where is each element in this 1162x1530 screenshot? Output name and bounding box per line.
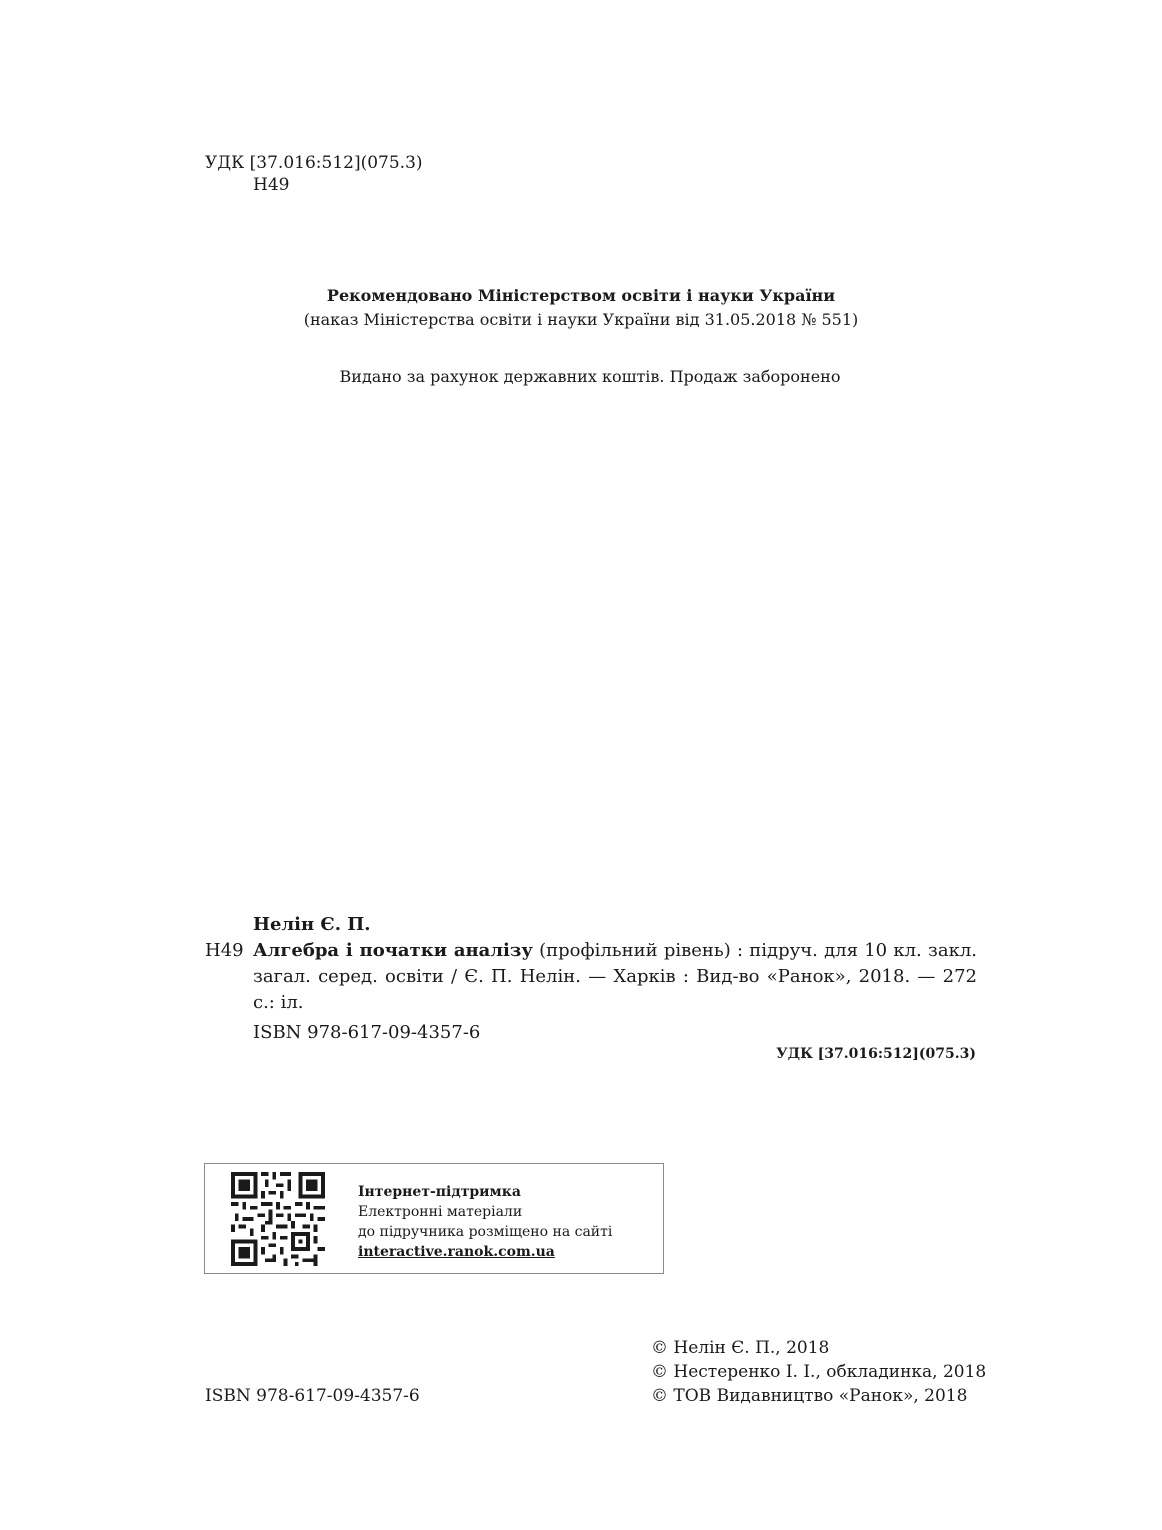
funding-note: Видано за рахунок державних коштів. Продаж заборонено (339, 367, 841, 386)
support-heading: Інтернет-підтримка (358, 1184, 521, 1200)
bib-title: Алгебра і початки аналізу (253, 940, 533, 961)
bib-author: Нелін Є. П. (253, 914, 371, 935)
support-text (358, 1182, 612, 1262)
bibliographic-record (205, 912, 977, 1046)
support-link[interactable]: interactive.ranok.com.ua (358, 1244, 555, 1260)
bib-details: (профільний рівень) : підруч. для 10 кл. закл. загал. серед. освіти / Є. П. Нелін. — Харків : Вид-во «Ранок», 2018. — 272 с.: іл. (253, 940, 977, 1013)
copyright-line: © ТОВ Видавництво «Ранок», 2018 (651, 1386, 968, 1406)
author-mark: Н49 (253, 175, 290, 195)
support-line-1: Електронні матеріали (358, 1204, 523, 1220)
bib-entry (205, 938, 977, 1016)
copyright-line: © Нестеренко І. І., обкладинка, 2018 (651, 1362, 987, 1382)
udk-header (205, 152, 423, 196)
bib-udk: УДК [37.016:512](075.3) (776, 1046, 976, 1062)
recommendation-title: Рекомендовано Міністерством освіти і науки України (326, 286, 836, 305)
udk-code: УДК [37.016:512](075.3) (205, 153, 423, 173)
bib-code: Н49 (205, 940, 244, 961)
internet-support-box (204, 1163, 664, 1274)
bib-isbn: ISBN 978-617-09-4357-6 (253, 1022, 481, 1043)
bib-description (253, 938, 977, 1016)
qr-code-icon (231, 1172, 325, 1266)
isbn-footer: ISBN 978-617-09-4357-6 (205, 1386, 420, 1406)
recommendation-block (0, 284, 1162, 332)
recommendation-order: (наказ Міністерства освіти і науки України від 31.05.2018 № 551) (303, 310, 859, 329)
copyright-block (651, 1336, 986, 1408)
support-line-2: до підручника розміщено на сайті (358, 1224, 613, 1240)
copyright-line: © Нелін Є. П., 2018 (651, 1338, 830, 1358)
